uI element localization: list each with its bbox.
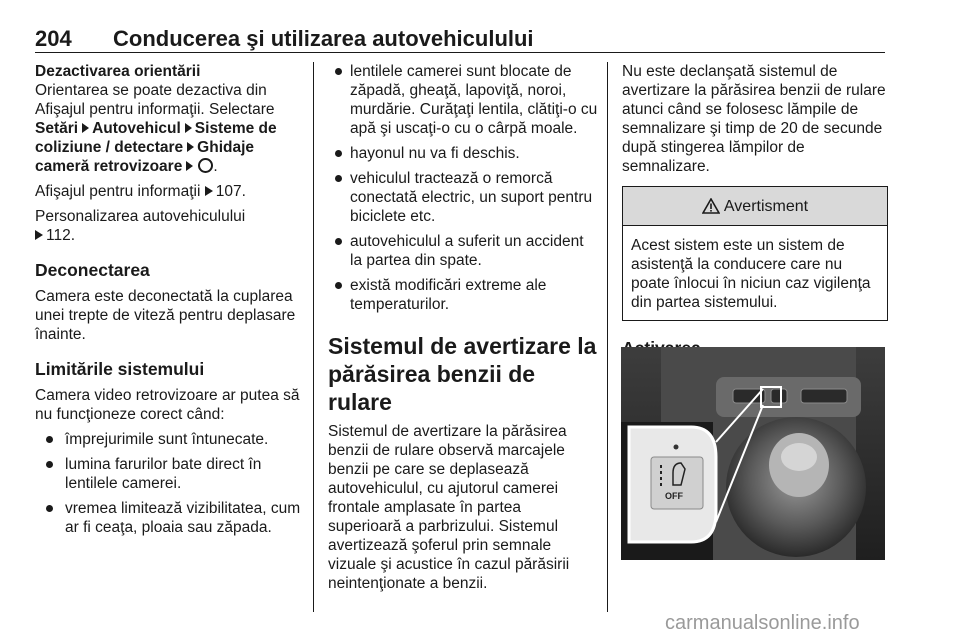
section-title: Sistemul de avertizare la părăsirea benzii de rulare: [328, 333, 597, 415]
arrow-right-icon: [185, 123, 192, 133]
list-item: hayonul nu va fi deschis.: [328, 144, 598, 163]
bullet-icon: [335, 238, 342, 245]
list-item: vremea limitează vizibilitatea, cum ar fi ceaţa, ploaia sau zăpada.: [35, 499, 301, 537]
reference-page: 112.: [46, 227, 76, 244]
chapter-title: Conducerea şi utilizarea autovehiculului: [113, 26, 534, 51]
deactivation-text: Orientarea se poate dezactiva din Afişajul pentru informaţii. Selectare: [35, 82, 275, 118]
list-item: împrejurimile sunt întunecate.: [35, 430, 301, 449]
reference-text: Afişajul pentru informaţii: [35, 183, 201, 200]
bullet-icon: [335, 282, 342, 289]
disconnect-heading: Deconectarea: [35, 260, 150, 280]
off-ring-icon: [198, 158, 213, 173]
bullet-icon: [46, 461, 53, 468]
deactivation-heading: Dezactivarea orientării: [35, 63, 201, 80]
watermark: carmanualsonline.info: [665, 612, 860, 634]
info-display-reference: [35, 182, 301, 201]
column-left: [35, 62, 301, 543]
page-header: [35, 26, 885, 53]
list-item: lentilele camerei sunt blocate de zăpadă, gheaţă, lapoviţă, noroi, murdărie. Curăţaţi lentila, clătiţi-o cu apă şi uscaţi-o cu o cârpă moale.: [328, 62, 598, 138]
warning-title: Avertisment: [723, 197, 809, 215]
arrow-right-icon: [82, 123, 89, 133]
intro-text: Nu este declanşată sistemul de avertizare la părăsirea benzii de rulare atunci când se folosesc lămpile de semnalizare şi timp de 20 de secunde după stingerea lămpilor de semnalizare.: [622, 63, 886, 175]
reference-text: Personalizarea autovehiculului: [35, 208, 246, 225]
limits-list-continued: [328, 62, 598, 314]
personalization-reference: [35, 207, 301, 245]
deactivation-paragraph: Orientarea se poate dezactiva din Afişajul pentru informaţii. Selectare Setări Autovehicul Sisteme de coliziune / detectare Ghidaje cameră retrovizoare .: [35, 82, 277, 175]
bullet-icon: [335, 175, 342, 182]
bullet-icon: [335, 68, 342, 75]
section-text: Sistemul de avertizare la părăsirea benzii de rulare observă marcajele benzii pe care se deplasează autovehiculul, cu ajutorul camerei frontale amplasate în partea superioară a parbrizului. Sistemul avertizează şoferul prin semnale vizuale şi acustice în cazul părăsirii neintenţionate a benzii.: [328, 423, 570, 592]
warning-header: [623, 187, 887, 226]
list-item: există modificări extreme ale temperaturilor.: [328, 276, 598, 314]
disconnect-text: Camera este deconectată la cuplarea unei trepte de viteză pentru deplasare înainte.: [35, 288, 296, 343]
warning-box: [622, 186, 888, 321]
page-reference-icon: [205, 186, 213, 196]
page-number: 204: [35, 26, 72, 51]
center-console-photo: [621, 347, 885, 560]
reference-page: 107.: [215, 183, 246, 200]
list-item: vehiculul tractează o remorcă conectată electric, un suport pentru biciclete etc.: [328, 169, 598, 226]
column-divider-1: [313, 62, 314, 612]
menu-path-vehicle: Autovehicul: [92, 120, 181, 137]
arrow-right-icon: [187, 142, 194, 152]
arrow-right-icon: [186, 161, 193, 171]
menu-path-settings: Setări: [35, 120, 79, 137]
bullet-icon: [46, 505, 53, 512]
off-button-label: OFF: [665, 491, 683, 501]
warning-triangle-icon: [702, 198, 720, 214]
list-item: lumina farurilor bate direct în lentilele camerei.: [35, 455, 301, 493]
menu-path-collision: Sisteme de coliziune / detectare: [35, 120, 277, 156]
bullet-icon: [46, 436, 53, 443]
page-reference-icon: [35, 230, 43, 240]
column-right: [622, 62, 888, 365]
menu-path-camera-guides: Ghidaje cameră retrovizoare: [35, 139, 255, 175]
limits-intro: Camera video retrovizoare ar putea să nu funcţioneze corect când:: [35, 387, 300, 423]
limits-list: [35, 430, 301, 537]
column-middle: [328, 62, 598, 599]
column-divider-2: [607, 62, 608, 612]
list-item: autovehiculul a suferit un accident la partea din spate.: [328, 232, 598, 270]
warning-text: Acest sistem este un sistem de asistenţă la conducere care nu poate înlocui în niciun caz vigilenţa din partea sistemului.: [631, 237, 871, 311]
limits-heading: Limitările sistemului: [35, 359, 205, 379]
bullet-icon: [335, 150, 342, 157]
